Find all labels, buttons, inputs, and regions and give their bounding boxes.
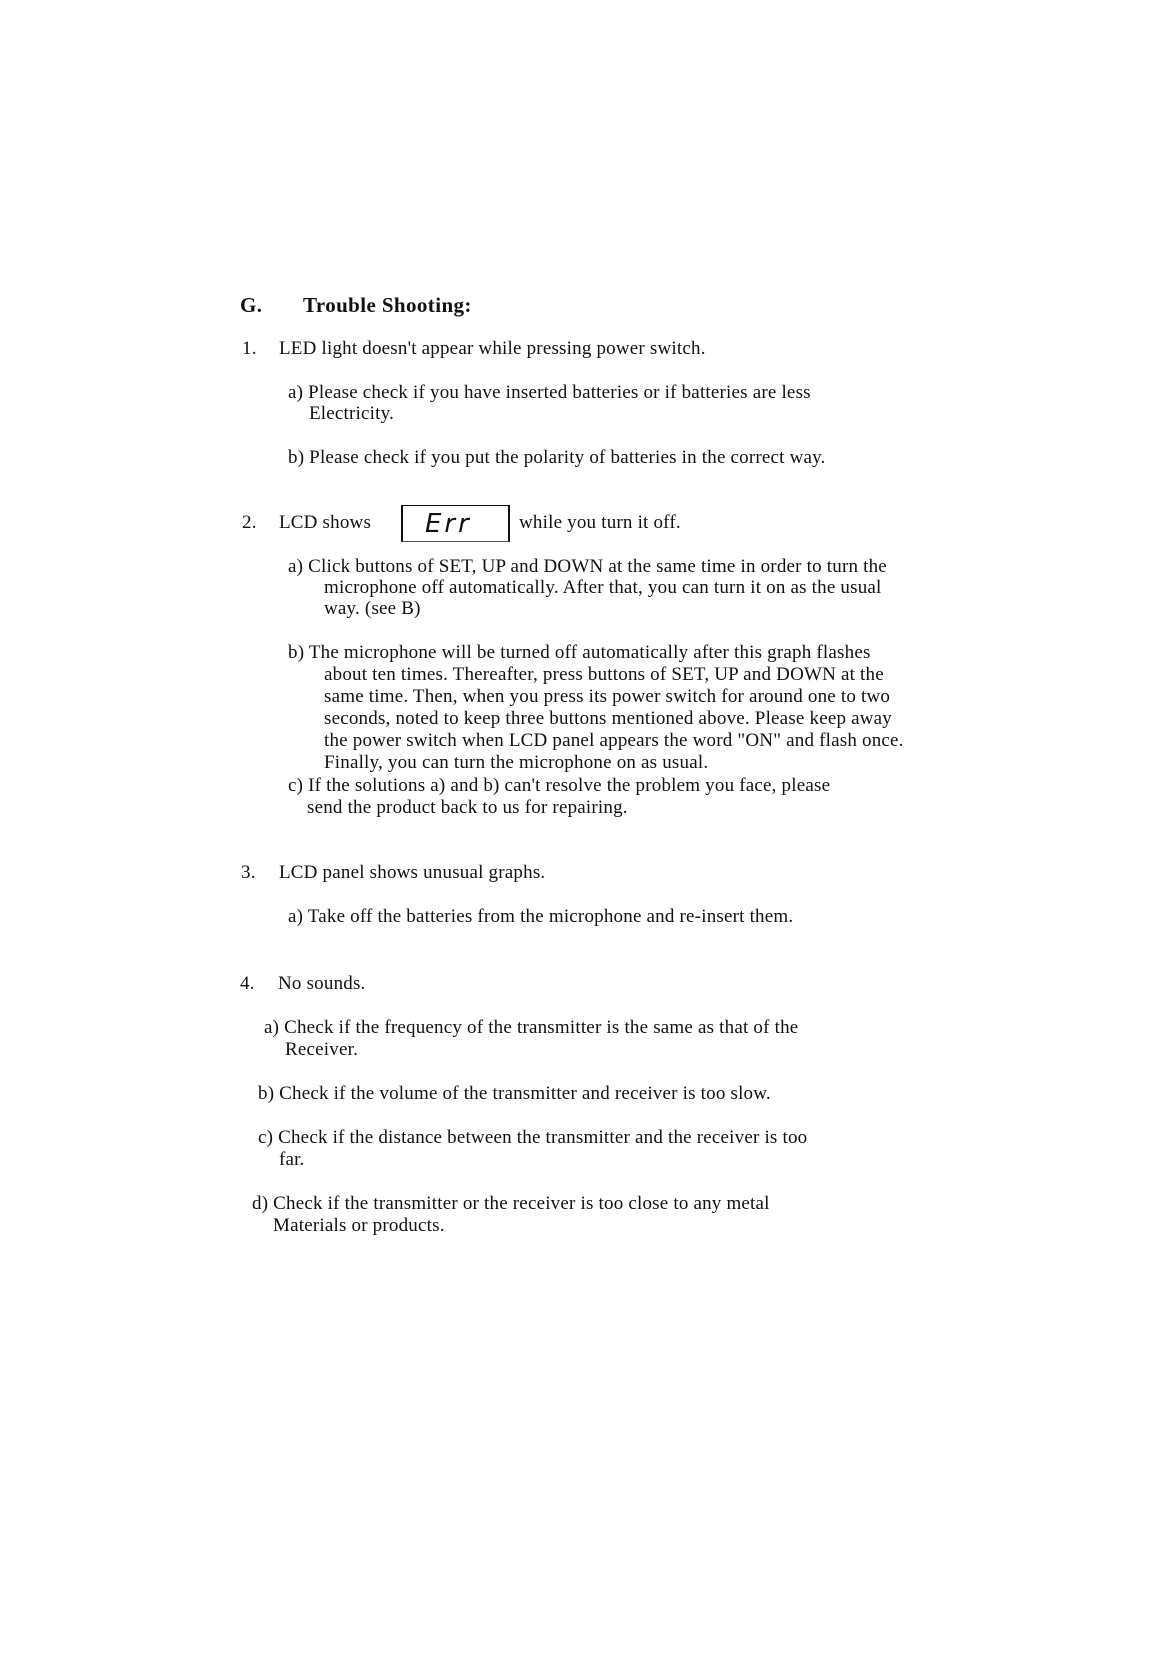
lcd-display: [401, 505, 510, 542]
item-title-after: while you turn it off.: [519, 512, 681, 533]
step-line: a) Take off the batteries from the microphone and re-insert them.: [288, 906, 794, 927]
step-line: c) Check if the distance between the transmitter and the receiver is too: [258, 1127, 808, 1148]
step-line: Electricity.: [309, 403, 395, 424]
step-line: seconds, noted to keep three buttons mentioned above. Please keep away: [324, 708, 892, 729]
step-line: the power switch when LCD panel appears the word "ON" and flash once.: [324, 730, 904, 751]
item-number: 3.: [241, 862, 256, 883]
step-line: a) Please check if you have inserted batteries or if batteries are less: [288, 382, 811, 403]
step-line: way. (see B): [324, 598, 421, 619]
step-line: far.: [279, 1149, 305, 1170]
step-line: same time. Then, when you press its power switch for around one to two: [324, 686, 891, 707]
step-line: a) Check if the frequency of the transmitter is the same as that of the: [264, 1017, 799, 1038]
step-line: microphone off automatically. After that, you can turn it on as the usual: [324, 577, 882, 598]
lcd-display-text: Err: [425, 509, 472, 539]
step-line: a) Click buttons of SET, UP and DOWN at the same time in order to turn the: [288, 556, 887, 577]
step-line: b) The microphone will be turned off automatically after this graph flashes: [288, 642, 871, 663]
step-line: send the product back to us for repairing.: [307, 797, 628, 818]
item-number: 2.: [242, 512, 257, 533]
section-letter: G.: [240, 293, 263, 317]
step-line: b) Check if the volume of the transmitter and receiver is too slow.: [258, 1083, 771, 1104]
step-line: b) Please check if you put the polarity of batteries in the correct way.: [288, 447, 826, 468]
step-line: Finally, you can turn the microphone on as usual.: [324, 752, 709, 773]
item-number: 1.: [242, 338, 257, 359]
item-title: LED light doesn't appear while pressing power switch.: [279, 338, 706, 359]
item-title: LCD panel shows unusual graphs.: [279, 862, 546, 883]
item-number: 4.: [240, 973, 255, 994]
section-title: Trouble Shooting:: [303, 293, 472, 317]
item-title: No sounds.: [278, 973, 366, 994]
step-line: Receiver.: [285, 1039, 359, 1060]
step-line: about ten times. Thereafter, press buttons of SET, UP and DOWN at the: [324, 664, 884, 685]
step-line: Materials or products.: [273, 1215, 445, 1236]
item-title-before: LCD shows: [279, 512, 372, 533]
step-line: c) If the solutions a) and b) can't resolve the problem you face, please: [288, 775, 831, 796]
step-line: d) Check if the transmitter or the receiver is too close to any metal: [252, 1193, 770, 1214]
